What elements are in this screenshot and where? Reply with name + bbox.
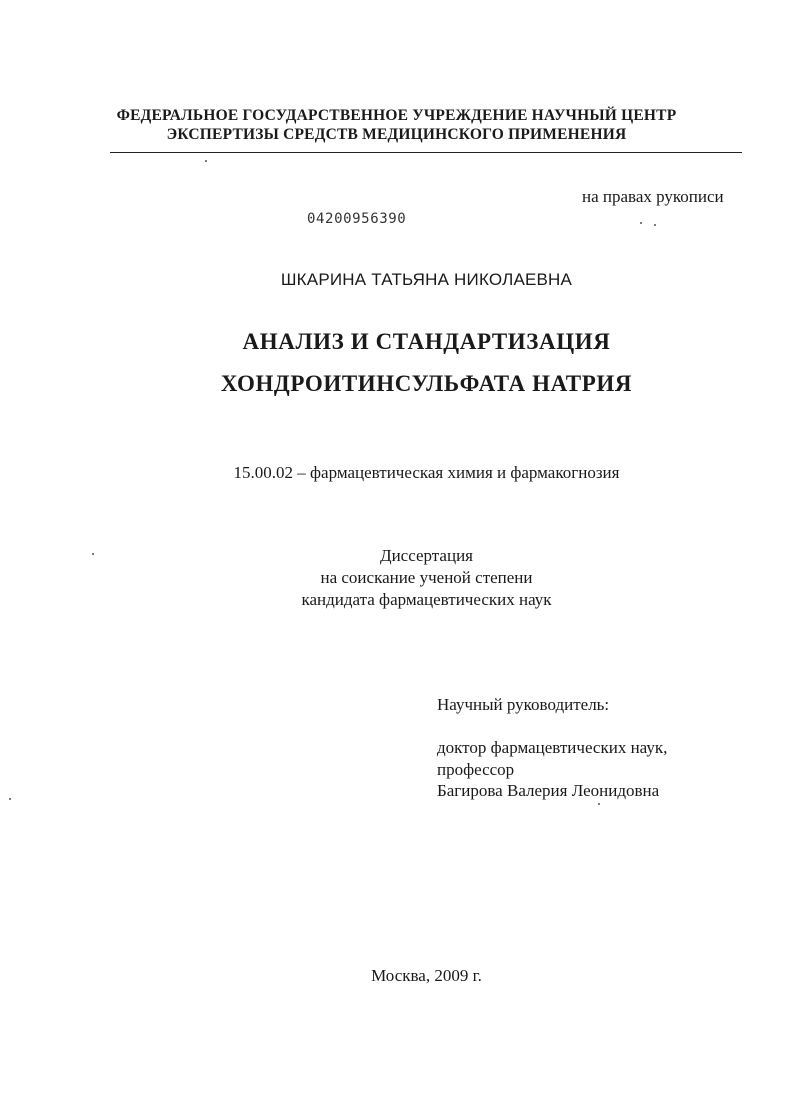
thesis-title-line-1: АНАЛИЗ И СТАНДАРТИЗАЦИЯ bbox=[242, 329, 611, 354]
scan-speck bbox=[640, 222, 642, 224]
institution-line-2: ЭКСПЕРТИЗЫ СРЕДСТВ МЕДИЦИНСКОГО ПРИМЕНЕНИЯ bbox=[166, 126, 627, 143]
institution-line-1: ФЕДЕРАЛЬНОЕ ГОСУДАРСТВЕННОЕ УЧРЕЖДЕНИЕ НАУЧНЫЙ ЦЕНТР bbox=[116, 107, 677, 124]
scan-speck bbox=[205, 160, 207, 162]
manuscript-note: на правах рукописи bbox=[582, 187, 724, 206]
degree-name: кандидата фармацевтических наук bbox=[301, 590, 552, 609]
scan-speck bbox=[654, 224, 656, 226]
catalog-number: 04200956390 bbox=[307, 211, 407, 227]
author-name: ШКАРИНА ТАТЬЯНА НИКОЛАЕВНА bbox=[280, 270, 573, 289]
degree-purpose: на соискание ученой степени bbox=[320, 568, 533, 587]
scan-speck bbox=[9, 798, 11, 800]
thesis-title-line-2: ХОНДРОИТИНСУЛЬФАТА НАТРИЯ bbox=[220, 371, 633, 396]
scan-speck bbox=[92, 553, 94, 555]
header-divider bbox=[110, 152, 742, 153]
supervisor-title: профессор bbox=[437, 760, 515, 779]
supervisor-label: Научный руководитель: bbox=[437, 695, 610, 714]
specialty-code: 15.00.02 – фармацевтическая химия и фармакогнозия bbox=[233, 463, 620, 482]
city-year: Москва, 2009 г. bbox=[371, 966, 482, 985]
supervisor-degree: доктор фармацевтических наук, bbox=[437, 738, 668, 757]
dissertation-label: Диссертация bbox=[379, 546, 473, 565]
supervisor-name: Багирова Валерия Леонидовна bbox=[437, 781, 660, 800]
scan-speck bbox=[598, 803, 600, 805]
